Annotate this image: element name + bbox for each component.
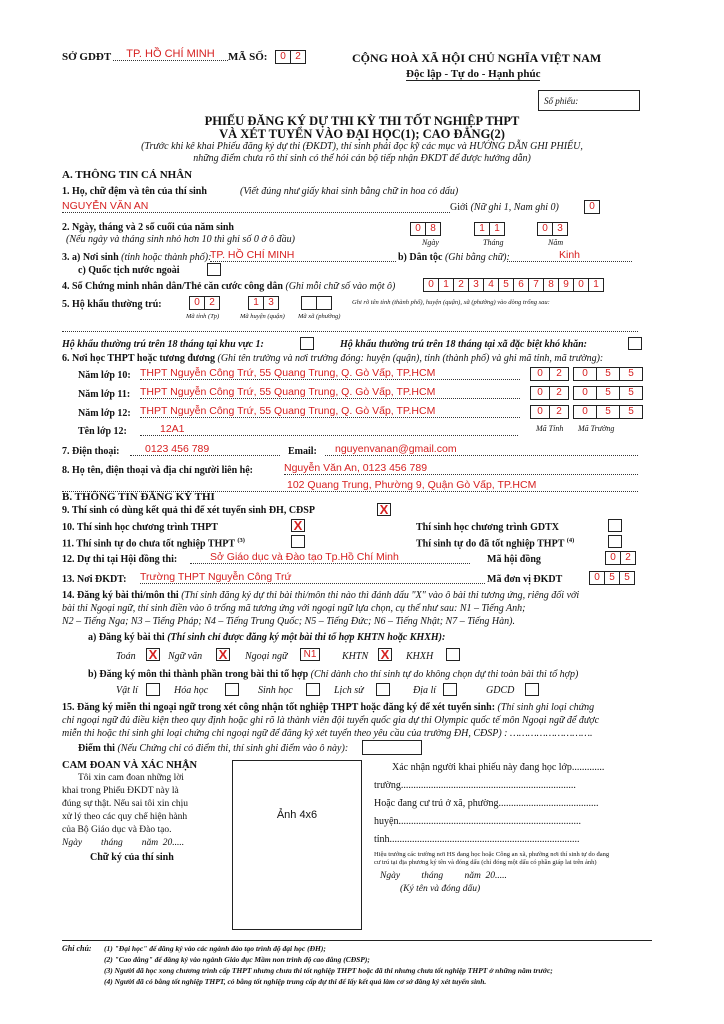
q5-label: 5. Hộ khẩu thường trú:	[62, 299, 162, 310]
camdoan-line-4: xử lý theo các quy chế hiện hành	[62, 812, 188, 822]
grade10-school-field[interactable]: THPT Nguyễn Công Trứ, 55 Quang Trung, Q. Gò Vấp, TP.HCM	[140, 367, 520, 380]
email-field[interactable]: nguyenvanan@gmail.com	[325, 443, 638, 456]
component-diali-checkbox[interactable]	[443, 683, 457, 696]
xacnhan-line-5[interactable]: tỉnh............................................................................	[374, 834, 580, 845]
signature-label: Chữ ký của thí sinh	[90, 852, 174, 863]
q14a-label: a) Đăng ký bài thi (Thí sinh chỉ được đăng ký một bài thi tổ hợp KHTN hoặc KHXH):	[88, 632, 446, 643]
contact-field-1[interactable]: Nguyễn Văn An, 0123 456 789	[284, 462, 638, 475]
kv1-checkbox[interactable]	[300, 337, 314, 350]
q15-note-2: chỉ ngoại ngữ đủ điều kiện theo quy định hoặc ghi rõ là thành viên đội tuyển quốc gia dự thi Olympic quốc tế môn Ngoại ngữ để được	[62, 715, 600, 726]
motto: Độc lập - Tự do - Hạnh phúc	[406, 68, 541, 80]
registration-place-field[interactable]: Trường THPT Nguyễn Công Trứ	[140, 571, 485, 584]
camdoan-line-2: khai trong Phiếu ĐKDT này là	[62, 786, 179, 796]
component-lichsu-checkbox[interactable]	[376, 683, 390, 696]
component-vatli-checkbox[interactable]	[146, 683, 160, 696]
ethnicity-field[interactable]: Kinh	[507, 249, 632, 262]
xdbk-label: Hộ khẩu thường trú trên 18 tháng tại xã đặc biệt khó khăn:	[340, 339, 587, 350]
q15-note-3: miễn thi hoặc thí sinh ghi loại chứng chỉ ngoại ngữ để đăng ký xét tuyển theo yêu cầu của trường ĐH, CĐSP) : ……………………….	[62, 728, 593, 739]
section-a-title: A. THÔNG TIN CÁ NHÂN	[62, 169, 193, 181]
province-code-label: Mã tỉnh (Tp)	[186, 313, 220, 320]
q2-label: 2. Ngày, tháng và 2 số cuối của năm sinh	[62, 222, 234, 233]
diem-thi-label: Điểm thi (Nếu Chứng chỉ có điểm thi, thí sinh ghi điểm vào ô này):	[78, 743, 349, 754]
q10-label: 10. Thí sinh học chương trình THPT	[62, 522, 218, 533]
q15-label: 15. Đăng ký miễn thi ngoại ngữ trong xét công nhận tốt nghiệp THPT hoặc đăng ký để xét tuyển sinh: (Thí sinh ghi loại chứng	[62, 702, 595, 713]
email-label: Email:	[288, 446, 317, 457]
section-b-title: B. THÔNG TIN ĐĂNG KÝ THI	[62, 491, 215, 503]
notes-divider	[62, 940, 652, 941]
q11-label: 11. Thí sinh tự do chưa tốt nghiệp THPT $^{(3)}$	[62, 537, 245, 550]
exam-council-field[interactable]: Sở Giáo dục và Đào tạo Tp.Hồ Chí Minh	[190, 551, 470, 564]
birthplace-field[interactable]: TP. HỒ CHÍ MINH	[210, 249, 396, 262]
dob-year-label: Năm	[548, 238, 564, 247]
intro-line-1: (Trước khi kê khai Phiếu đăng ký dự thi (ĐKDT), thí sinh phải đọc kỹ các mục và HƯỚNG DẪN GHI PHIẾU,	[141, 141, 583, 152]
photo-label: Ảnh 4x6	[276, 809, 318, 821]
q3b-label: b) Dân tộc (Ghi bằng chữ):	[398, 252, 510, 263]
fullname-field[interactable]: NGUYỄN VĂN AN	[62, 200, 450, 213]
subject-toan-checkbox[interactable]: X	[146, 648, 160, 661]
component-gdcd-checkbox[interactable]	[525, 683, 539, 696]
q6-label: 6. Nơi học THPT hoặc tương đương (Ghi tên trường và nơi trường đóng: huyện (quận), tỉnh (thành phố) và ghi mã tỉnh, mã trường):	[62, 353, 604, 364]
q12-label: 12. Dự thi tại Hội đồng thi:	[62, 554, 178, 565]
gdtx-checkbox[interactable]	[608, 519, 622, 532]
dob-month-label: Tháng	[483, 238, 504, 247]
component-hoahoc-checkbox[interactable]	[225, 683, 239, 696]
ma-hoi-dong-label: Mã hội đồng	[487, 554, 541, 565]
phone-field[interactable]: 0123 456 789	[130, 443, 280, 456]
so-gddt-label: SỞ GDĐT	[62, 51, 112, 63]
contact-field-2[interactable]: 102 Quang Trung, Phường 9, Quận Gò Vấp, TP.HCM	[62, 479, 638, 492]
grade10-codes[interactable]: 0 2 0 5 5	[531, 367, 643, 381]
residence-address-line[interactable]	[62, 324, 638, 332]
gdtx-label: Thí sinh học chương trình GDTX	[416, 522, 559, 533]
camdoan-line-5: của Bộ Giáo dục và Đào tạo.	[62, 825, 172, 835]
residence-province-cells[interactable]: 0 2	[190, 296, 220, 310]
grade12-school-field[interactable]: THPT Nguyễn Công Trứ, 55 Quang Trung, Q. Gò Vấp, TP.HCM	[140, 405, 520, 418]
xacnhan-date: Ngày tháng năm 20.....	[380, 871, 507, 881]
q13-label: 13. Nơi ĐKDT:	[62, 574, 127, 585]
residence-ward-cells[interactable]	[302, 296, 332, 310]
xacnhan-line-2[interactable]: trường......................................................................	[374, 780, 576, 791]
ghichu-2: (2) "Cao đẳng" để đăng ký vào ngành Giáo dục Mầm non trình độ cao đẳng (CĐSP);	[104, 955, 370, 964]
xacnhan-sign-label: (Ký tên và đóng dấu)	[400, 884, 481, 894]
xacnhan-line-4[interactable]: huyện.........................................................................	[374, 816, 581, 827]
component-gdcd-label: GDCD	[486, 685, 515, 696]
contact-label: 8. Họ tên, điện thoại và địa chỉ người liên hệ:	[62, 465, 254, 476]
q4-label: 4. Số Chứng minh nhân dân/Thẻ căn cước công dân (Ghi mỗi chữ số vào một ô)	[62, 281, 396, 292]
grade11-school-field[interactable]: THPT Nguyễn Công Trứ, 55 Quang Trung, Q. Gò Vấp, TP.HCM	[140, 386, 520, 399]
dob-day-cells[interactable]: 0 8	[411, 222, 441, 236]
phone-label: 7. Điện thoại:	[62, 446, 120, 457]
intro-line-2: những điểm chưa rõ thí sinh có thể hỏi cán bộ tiếp nhận ĐKDT để được hướng dẫn)	[193, 153, 531, 164]
kv1-label: Hộ khẩu thường trú trên 18 tháng tại khu vực 1:	[62, 339, 264, 350]
ghichu-1: (1) "Đại học" để đăng ký vào các ngành đào tạo trình độ đại học (ĐH);	[104, 944, 326, 953]
form-title-2: VÀ XÉT TUYỂN VÀO ĐẠI HỌC(1); CAO ĐẲNG(2)	[219, 127, 505, 141]
subject-ngoaingu-code[interactable]: N1	[300, 648, 320, 661]
subject-khxh-label: KHXH	[406, 651, 434, 662]
grade11-label: Năm lớp 11:	[78, 389, 131, 400]
subject-khtn-label: KHTN	[342, 651, 369, 662]
ma-so-label: MÃ SỐ:	[228, 51, 268, 63]
ghichu-3: (3) Người đã học xong chương trình cấp THPT nhưng chưa thi tốt nghiệp THPT hoặc đã thi nhưng chưa tốt nghiệp THPT ở những năm trước;	[104, 966, 553, 975]
xacnhan-line-1[interactable]: Xác nhận người khai phiếu này đang học lớp.............	[392, 762, 605, 773]
camdoan-date: Ngày tháng năm 20.....	[62, 838, 185, 848]
class12-field[interactable]: 12A1	[140, 423, 518, 436]
subject-toan-label: Toán	[116, 651, 136, 662]
xacnhan-note-1: Hiệu trưởng các trường nơi HS đang học hoặc Công an xã, phường nơi thí sinh tự do đang	[374, 851, 610, 858]
photo-box[interactable]	[232, 760, 362, 930]
cccd-cells[interactable]: 0 1 2 3 4 5 6 7 8 9 0 1	[424, 278, 604, 292]
q1-label: 1. Họ, chữ đệm và tên của thí sinh	[62, 186, 207, 197]
xdbk-checkbox[interactable]	[628, 337, 642, 350]
q2-note: (Nếu ngày và tháng sinh nhỏ hơn 10 thì ghi số 0 ở ô đầu)	[66, 234, 295, 245]
gender-label: Giới (Nữ ghi 1, Nam ghi 0)	[450, 202, 559, 213]
diem-thi-box[interactable]	[362, 740, 422, 755]
component-vatli-label: Vật lí	[116, 685, 138, 696]
q14-note-3: N2 – Tiếng Nga; N3 – Tiếng Pháp; N4 – Tiếng Trung Quốc; N5 – Tiếng Đức; N6 – Tiếng Nhật; N7 – Tiếng Hàn).	[62, 616, 515, 627]
xacnhan-line-3[interactable]: Hoặc đang cư trú ở xã, phường........................................	[374, 798, 599, 809]
dob-month-cells[interactable]: 1 1	[475, 222, 505, 236]
class12-label: Tên lớp 12:	[78, 426, 127, 437]
foreign-nationality-checkbox[interactable]	[207, 263, 221, 276]
q11-checkbox[interactable]	[291, 535, 305, 548]
q10-checkbox[interactable]: X	[291, 519, 305, 532]
grade12-label: Năm lớp 12:	[78, 408, 131, 419]
grade12-codes[interactable]: 0 2 0 5 5	[531, 405, 643, 419]
component-sinhhoc-checkbox[interactable]	[306, 683, 320, 696]
subject-nguvan-checkbox[interactable]: X	[216, 648, 230, 661]
ma-don-vi-cells[interactable]: 0 5 5	[590, 571, 635, 585]
q11b-checkbox[interactable]	[608, 535, 622, 548]
camdoan-line-1: Tôi xin cam đoan những lời	[78, 773, 184, 783]
subject-khtn-checkbox[interactable]: X	[378, 648, 392, 661]
ma-hoi-dong-cells[interactable]: 0 2	[606, 551, 636, 565]
camdoan-title: CAM ĐOAN VÀ XÁC NHẬN	[62, 760, 198, 771]
q11b-label: Thí sinh tự do đã tốt nghiệp THPT $^{(4)}$	[416, 537, 575, 550]
q14-label: 14. Đăng ký bài thi/môn thi (Thí sinh đăng ký dự thi bài thi/môn thi nào thì đánh dấu "X" vào ô bài thi tương ứng, riêng đối với	[62, 590, 580, 601]
so-phieu-box[interactable]: Số phiếu:	[538, 90, 640, 111]
xacnhan-note-2: cư trú tại địa phương ký tên và đóng dấu (chỉ đóng một dấu có phần giáp lai trên ảnh)	[374, 859, 597, 866]
residence-district-cells[interactable]: 1 3	[249, 296, 279, 310]
grade10-label: Năm lớp 10:	[78, 370, 131, 381]
nation-title: CỘNG HOÀ XÃ HỘI CHỦ NGHĨA VIỆT NAM	[352, 51, 602, 65]
so-gddt-field[interactable]: TP. HỒ CHÍ MINH	[113, 48, 228, 61]
q3a-label: 3. a) Nơi sinh (tỉnh hoặc thành phố):	[62, 252, 212, 263]
district-code-label: Mã huyện (quận)	[240, 313, 285, 320]
grade11-codes[interactable]: 0 2 0 5 5	[531, 386, 643, 400]
component-sinhhoc-label: Sinh học	[258, 685, 293, 696]
ma-don-vi-label: Mã đơn vị ĐKDT	[487, 574, 563, 585]
q14-note-2: bài thi Ngoại ngữ, thí sinh điền vào ô trống mã tương ứng với ngoại ngữ lựa chọn, cụ thể như sau: N1 – Tiếng Anh;	[62, 603, 526, 614]
component-lichsu-label: Lịch sử	[334, 685, 364, 696]
ghichu-4: (4) Người đã có bằng tốt nghiệp THPT, có bằng tốt nghiệp trung cấp dự thi để lấy kết quả làm cơ sở đăng ký xét tuyển sinh.	[104, 977, 487, 986]
dob-year-cells[interactable]: 0 3	[538, 222, 568, 236]
component-diali-label: Địa lí	[413, 685, 437, 696]
q14b-label: b) Đăng ký môn thi thành phần trong bài thi tổ hợp (Chỉ dành cho thí sinh tự do không chọn dự thi toàn bài thi tổ hợp)	[88, 669, 579, 680]
ghichu-label: Ghi chú:	[62, 944, 92, 953]
dob-day-label: Ngày	[422, 238, 439, 247]
q9-checkbox[interactable]: X	[377, 503, 391, 516]
ma-so-cells[interactable]: 0 2	[276, 50, 306, 64]
subject-nguvan-label: Ngữ văn	[168, 651, 203, 662]
component-hoahoc-label: Hóa học	[174, 685, 209, 696]
q3c-label: c) Quốc tịch nước ngoài	[78, 265, 180, 276]
ma-truong-label: Mã Trường	[578, 424, 615, 433]
q5-note: Ghi rõ tên tỉnh (thành phố), huyện (quận), xã (phường) vào dòng trống sau:	[352, 299, 550, 306]
camdoan-line-3: đúng sự thật. Nếu sai tôi xin chịu	[62, 799, 188, 809]
ward-code-label: Mã xã (phường)	[298, 313, 341, 320]
gender-cell[interactable]: 0	[585, 200, 600, 214]
form-title-1: PHIẾU ĐĂNG KÝ DỰ THI KỲ THI TỐT NGHIỆP THPT	[204, 114, 520, 128]
q1-note: (Viết đúng như giấy khai sinh bằng chữ in hoa có dấu)	[240, 186, 459, 197]
subject-ngoaingu-label: Ngoại ngữ	[245, 651, 288, 662]
ma-tinh-label: Mã Tỉnh	[536, 424, 564, 433]
q9-label: 9. Thí sinh có dùng kết quả thi để xét tuyển sinh ĐH, CĐSP	[62, 505, 315, 516]
subject-khxh-checkbox[interactable]	[446, 648, 460, 661]
